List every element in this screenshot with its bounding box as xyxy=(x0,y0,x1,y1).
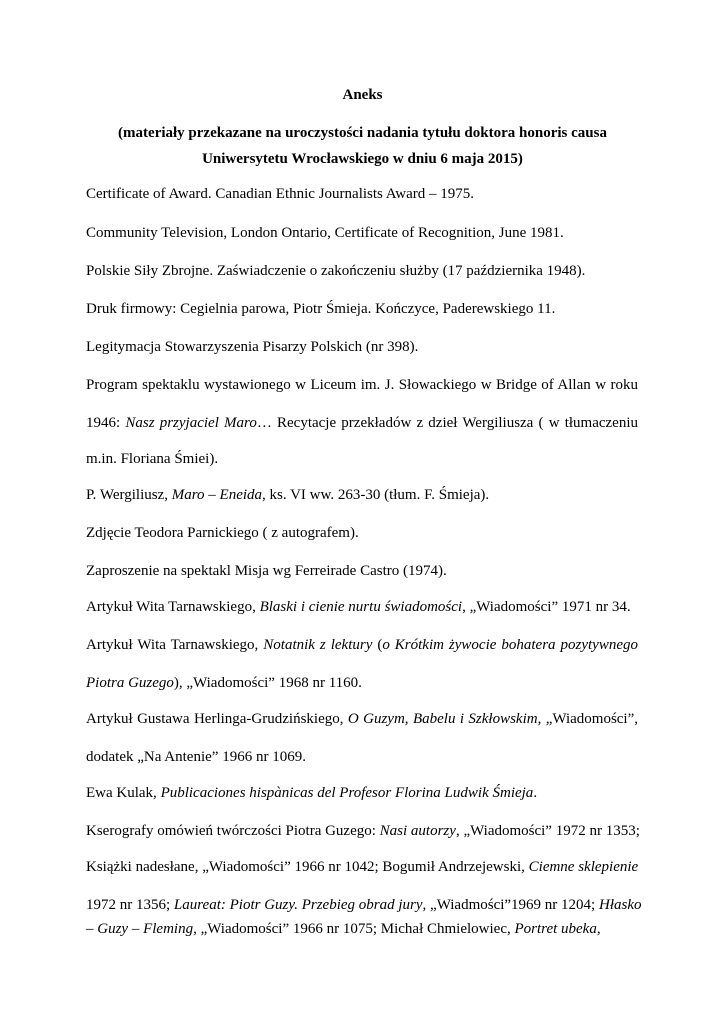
document-subtitle-line-2: Uniwersytetu Wrocławskiego w dniu 6 maja 2015) xyxy=(202,151,523,167)
entry-text: 1972 nr 1356; xyxy=(86,897,174,913)
list-item xyxy=(86,414,638,432)
list-item xyxy=(86,920,601,938)
list-item xyxy=(86,674,362,692)
entry-title: Nasi autorzy xyxy=(379,823,456,839)
entry-text: , „Wiadomości” 1966 nr 1075; Michał Chmielowiec, xyxy=(193,921,515,937)
list-item: Druk firmowy: Cegielnia parowa, Piotr Śmieja. Kończyce, Paderewskiego 11. xyxy=(86,301,556,317)
entry-text: Książki nadesłane, „Wiadomości” 1966 nr 1042; Bogumił Andrzejewski xyxy=(86,859,522,875)
document-subtitle-line-1: (materiały przekazane na uroczystości nadania tytułu doktora honoris causa xyxy=(118,125,607,141)
list-item xyxy=(86,710,638,728)
entry-title: Publicaciones hispànicas del Profesor Florina Ludwik Śmieja xyxy=(160,785,534,801)
entry-text: P. Wergiliusz, xyxy=(86,487,172,503)
entry-text: , „Wiadomości” 1971 nr 34. xyxy=(462,599,631,615)
list-item: Zaproszenie na spektakl Misja wg Ferreirade Castro (1974). xyxy=(86,563,447,579)
list-item xyxy=(86,598,631,616)
entry-title: Portret ubeka xyxy=(514,921,597,937)
entry-title: Piotra Guzego xyxy=(86,675,174,691)
entry-title: – Guzy – Fleming xyxy=(86,921,194,937)
entry-text: , „Wiadmości”1969 nr 1204; xyxy=(422,897,599,913)
list-item: Program spektaklu wystawionego w Liceum im. J. Słowackiego w Bridge of Allan w roku xyxy=(86,377,638,393)
entry-text: Kserografy omówień twórczości Piotra Guzego: xyxy=(86,823,380,839)
entry-title: Maro – Eneida xyxy=(171,487,263,503)
entry-text: , ks. VI ww. 263-30 (tłum. F. Śmieja). xyxy=(262,487,490,503)
list-item: Legitymacja Stowarzyszenia Pisarzy Polskich (nr 398). xyxy=(86,339,419,355)
entry-title: o Krótkim żywocie bohatera pozytywnego xyxy=(382,637,639,653)
list-item: dodatek „Na Antenie” 1966 nr 1069. xyxy=(86,749,306,765)
entry-text: Artykuł Gustawa Herlinga-Grudzińskiego, xyxy=(86,711,348,727)
entry-text: 1946: xyxy=(86,415,126,431)
entry-title: , Ciemne sklepienie xyxy=(521,859,639,875)
entry-text: ( xyxy=(372,637,383,653)
list-item: Zdjęcie Teodora Parnickiego ( z autografem). xyxy=(86,525,359,541)
entry-text: , „Wiadomości” 1972 nr 1353; xyxy=(455,823,640,839)
entry-title: Nasz przyjaciel Maro xyxy=(125,415,257,431)
list-item xyxy=(86,896,642,914)
entry-text: Artykuł Wita Tarnawskiego, xyxy=(86,637,264,653)
list-item xyxy=(86,486,489,504)
entry-text: , xyxy=(596,921,601,937)
list-item xyxy=(86,784,537,802)
document-title: Aneks xyxy=(342,87,383,103)
entry-text: Artykuł Wita Tarnawskiego, xyxy=(86,599,260,615)
list-item xyxy=(86,822,640,840)
list-item: Polskie Siły Zbrojne. Zaświadczenie o zakończeniu służby (17 października 1948). xyxy=(86,263,586,279)
list-item xyxy=(86,858,638,876)
entry-title: Laureat: Piotr Guzy. Przebieg obrad jury xyxy=(173,897,423,913)
entry-text: … Recytacje przekładów z dzieł Wergiliusza ( w tłumaczeniu xyxy=(256,415,639,431)
entry-title: Notatnik z lektury xyxy=(263,637,373,653)
entry-text: Ewa Kulak, xyxy=(86,785,161,801)
entry-title: Blaski i cienie nurtu świadomości xyxy=(259,599,463,615)
entry-title: Hłasko xyxy=(598,897,642,913)
entry-title: O Guzym, Babelu i Szkłowskim xyxy=(347,711,538,727)
list-item xyxy=(86,636,638,654)
list-item: Community Television, London Ontario, Certificate of Recognition, June 1981. xyxy=(86,225,564,241)
entry-text: , „Wiadomości”, xyxy=(537,711,639,727)
list-item: Certificate of Award. Canadian Ethnic Journalists Award – 1975. xyxy=(86,186,474,202)
entry-text: ), „Wiadomości” 1968 nr 1160. xyxy=(173,675,362,691)
list-item: m.in. Floriana Śmiei). xyxy=(86,451,219,467)
entry-text: . xyxy=(533,785,538,801)
